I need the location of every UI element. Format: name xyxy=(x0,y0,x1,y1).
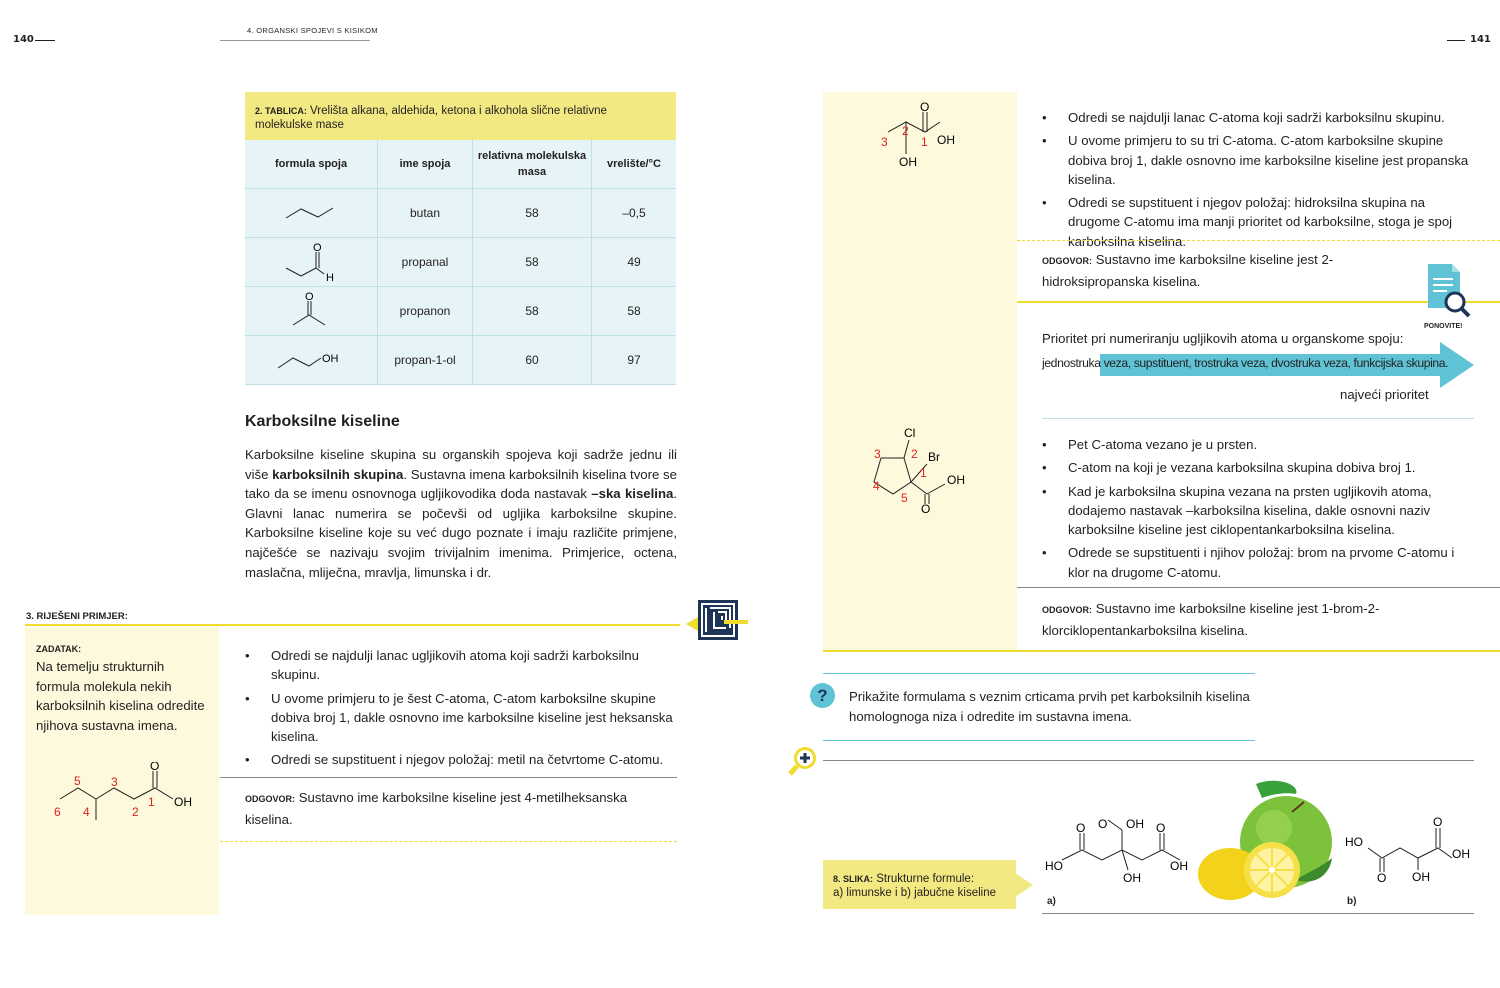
question-top-rule xyxy=(823,673,1255,674)
ex2-steps xyxy=(1042,435,1478,586)
hydroxyl-label: OH xyxy=(899,155,917,169)
cyclopentane-acid-structure xyxy=(865,424,975,519)
hydroxyl-label: OH xyxy=(1452,847,1470,861)
priority-bottom: najveći prioritet xyxy=(1340,387,1429,402)
task-label: ZADATAK: xyxy=(36,644,82,654)
figure-top-rule xyxy=(823,760,1474,761)
document-search-icon xyxy=(1422,262,1474,320)
col-header-formula: formula spoja xyxy=(245,140,378,189)
dashed-divider xyxy=(1017,240,1500,241)
hydroxyl-label: OH xyxy=(1123,871,1141,885)
figure-b-label: b) xyxy=(1347,896,1357,907)
hydroxyl-label: OH xyxy=(1170,859,1188,873)
carbon-number: 5 xyxy=(74,774,81,788)
answer-text: Sustavno ime karboksilne kiseline jest 1-brom-2-klorciklopentankarboksilna kiselina. xyxy=(1042,601,1380,638)
question-text: Prikažite formulama s veznim crticama prvih pet karboksilnih kiselina homolognoga niza i odredite im sustavna imena. xyxy=(849,689,1250,724)
list-item: • Odredi se najdulji lanac ugljikovih atoma koji sadrži karboksilnu skupinu. xyxy=(245,646,677,685)
maze-icon xyxy=(684,598,750,644)
name-cell: propan-1-ol xyxy=(378,336,473,385)
list-item: • Kad je karboksilna skupina vezana na prsten ugljikovih atoma, dodajemo nastavak –karboksilna kiselina, dakle osnovni naziv karboksilne kiseline jest ciklopentankarboksilna kiselina. xyxy=(1042,482,1478,540)
carbon-number: 1 xyxy=(921,135,928,149)
carbon-number: 3 xyxy=(881,135,888,149)
paragraph-part: . Glavni lanac numerira se počevši od ugljika karboksilne skupine. Karboksilne kiseline koje su već dugo poznate i imaju različite primjene, najčešće se nazivaju svojim trivijalnim imenima. Primjerice, octena, maslačna, mliječna, mravlja, limunska i dr. xyxy=(245,486,678,580)
bp-cell: 58 xyxy=(592,287,677,336)
example-steps xyxy=(245,646,677,774)
header-rule-left xyxy=(35,40,55,41)
table-header-row xyxy=(245,140,676,189)
name-cell: butan xyxy=(378,189,473,238)
hydrogen-atom-label: H xyxy=(326,271,334,282)
zoom-plus-icon xyxy=(786,744,820,778)
answer-divider xyxy=(1017,587,1500,588)
answer-text: Sustavno ime karboksilne kiseline jest 4-metilheksanska kiselina. xyxy=(245,790,628,827)
paragraph-bold: karboksilnih skupina xyxy=(272,466,404,482)
answer-text: Sustavno ime karboksilne kiseline jest 2-hidroksipropanska kiselina. xyxy=(1042,252,1334,289)
carbon-number: 1 xyxy=(920,466,927,480)
hydroxyl-label: OH xyxy=(1126,817,1144,831)
ex1-steps xyxy=(1042,108,1478,255)
table-row xyxy=(245,287,676,336)
figure-a-label: a) xyxy=(1047,896,1056,907)
ex2-answer xyxy=(1042,599,1442,640)
answer-label: ODGOVOR: xyxy=(1042,605,1093,615)
lemon-lime-image xyxy=(1196,778,1336,908)
header-rule-right xyxy=(1447,40,1465,41)
table-label: 2. TABLICA: xyxy=(255,106,307,116)
paragraph-bold: –ska kiselina xyxy=(591,486,674,502)
formula-cell xyxy=(245,238,378,287)
question-icon: ? xyxy=(810,683,835,708)
table-caption-text: Vrelišta alkana, aldehida, ketona i alkohola slične relativne molekulske mase xyxy=(255,105,607,131)
col-header-name: ime spoja xyxy=(378,140,473,189)
boiling-point-table xyxy=(245,140,676,385)
list-item: • Odrede se supstituenti i njihov položaj: brom na prvome C-atomu i klor na drugome C-atomu. xyxy=(1042,543,1478,582)
hydroxyl-label: OH xyxy=(937,133,955,147)
figure-caption-line: a) limunske i b) jabučne kiseline xyxy=(833,887,996,899)
mass-cell: 60 xyxy=(473,336,592,385)
oxygen-atom-label: O xyxy=(1098,817,1108,831)
carbon-number: 2 xyxy=(911,447,918,461)
hydroxyl-label: OH xyxy=(322,352,339,365)
chapter-rule xyxy=(220,40,370,41)
example-answer xyxy=(245,788,675,829)
malic-acid-structure xyxy=(1342,812,1482,887)
list-item: • Odredi se najdulji lanac C-atoma koji sadrži karboksilnu skupinu. xyxy=(1042,108,1478,127)
example-label: 3. RIJEŠENI PRIMJER: xyxy=(26,611,128,622)
chapter-title: 4. ORGANSKI SPOJEVI S KISIKOM xyxy=(247,26,378,35)
oxygen-atom-label: O xyxy=(1433,815,1443,829)
list-item: • U ovome primjeru to je šest C-atoma, C-atom karboksilne skupine dobiva broj 1, dakle osnovno ime karboksilne kiseline jest heksanska kiselina. xyxy=(245,689,677,747)
propanal-structure xyxy=(276,240,346,282)
paragraph-part: Karboksilne kiseline skupina su organskih spojeva koji sadrže jednu ili više xyxy=(245,447,677,482)
hydroxyl-label: OH xyxy=(174,795,192,809)
bp-cell: –0,5 xyxy=(592,189,677,238)
list-item: • C-atom na koji je vezana karboksilna skupina dobiva broj 1. xyxy=(1042,458,1478,477)
carbon-number: 6 xyxy=(54,805,61,819)
left-page-number: 140 xyxy=(13,34,34,45)
list-item: • Odredi se supstituent i njegov položaj: hidroksilna skupina na drugome C-atomu ima manji prioritet od karboksilne, stoga je spoj karboksilna kiselina. xyxy=(1042,193,1478,251)
priority-arrow-text: jednostruka veza, supstituent, trostruka veza, dvostruka veza, funkcijska skupina. xyxy=(1042,356,1449,370)
citric-acid-structure xyxy=(1042,808,1192,888)
bp-cell: 97 xyxy=(592,336,677,385)
hydroxyl-label: OH xyxy=(1412,870,1430,884)
list-item: • Odredi se supstituent i njegov položaj: metil na četvrtome C-atomu. xyxy=(245,750,677,769)
answer-label: ODGOVOR: xyxy=(245,794,296,804)
task-box xyxy=(25,627,219,915)
table-caption xyxy=(245,92,676,132)
answer-divider xyxy=(220,777,677,778)
repeat-label: PONOVITE! xyxy=(1424,323,1463,330)
hydroxypropanoic-acid-structure xyxy=(870,98,970,173)
paragraph-part: . Sustavna imena karboksilnih kiselina tvore se tako da se imenu osnovnoga ugljikovodika doda nastavak xyxy=(245,466,677,502)
butane-structure xyxy=(281,200,341,224)
right-page-number: 141 xyxy=(1470,34,1491,45)
oxygen-atom-label: O xyxy=(920,100,930,114)
figure-caption-line: Strukturne formule: xyxy=(876,873,975,885)
hydroxyl-label: HO xyxy=(1045,859,1063,873)
question-bottom-rule xyxy=(823,740,1255,741)
caption-pointer xyxy=(1015,873,1035,897)
name-cell: propanon xyxy=(378,287,473,336)
carbon-number: 1 xyxy=(148,795,155,809)
carbon-number: 4 xyxy=(873,479,880,493)
molecule-column xyxy=(823,92,1017,652)
carbon-number: 3 xyxy=(874,447,881,461)
chlorine-atom-label: Cl xyxy=(904,426,916,440)
formula-cell xyxy=(245,287,378,336)
oxygen-atom-label: O xyxy=(1076,821,1086,835)
figure-caption-box xyxy=(823,860,1016,909)
mass-cell: 58 xyxy=(473,238,592,287)
dashed-divider xyxy=(220,841,677,842)
oxygen-atom-label: O xyxy=(305,290,314,303)
table-row xyxy=(245,189,676,238)
example-rule xyxy=(25,624,680,626)
yellow-rule xyxy=(823,650,1500,652)
ex1-answer xyxy=(1042,250,1422,291)
col-header-bp: vrelište/°C xyxy=(592,140,677,189)
table-row xyxy=(245,336,676,385)
carbon-number: 4 xyxy=(83,805,90,819)
formula-cell xyxy=(245,336,378,385)
methylhexanoic-acid-structure xyxy=(50,762,220,832)
oxygen-atom-label: O xyxy=(150,762,160,773)
bp-cell: 49 xyxy=(592,238,677,287)
carbon-number: 2 xyxy=(902,124,909,138)
hydroxyl-label: HO xyxy=(1345,835,1363,849)
oxygen-atom-label: O xyxy=(1156,821,1166,835)
list-item: • Pet C-atoma vezano je u prsten. xyxy=(1042,435,1478,454)
propanone-structure xyxy=(281,289,341,331)
section-paragraph xyxy=(245,445,677,582)
figure-label: 8. SLIKA: xyxy=(833,874,874,884)
list-item: • U ovome primjeru to su tri C-atoma. C-atom karboksilne skupine dobiva broj 1, dakle osnovno ime karboksilne kiseline jest propanska kiselina. xyxy=(1042,131,1478,189)
bromine-atom-label: Br xyxy=(928,450,940,464)
mass-cell: 58 xyxy=(473,287,592,336)
oxygen-atom-label: O xyxy=(1377,871,1387,885)
task-text: Na temelju strukturnih formula molekula nekih karboksilnih kiselina odredite njihova sustavna imena. xyxy=(36,659,205,733)
name-cell: propanal xyxy=(378,238,473,287)
teal-divider xyxy=(1042,418,1474,419)
carbon-number: 2 xyxy=(132,805,139,819)
section-title: Karboksilne kiseline xyxy=(245,413,400,430)
answer-label: ODGOVOR: xyxy=(1042,256,1093,266)
carbon-number: 3 xyxy=(111,775,118,789)
hydroxyl-label: OH xyxy=(947,473,965,487)
priority-title: Prioritet pri numeriranju ugljikovih atoma u organskome spoju: xyxy=(1042,331,1404,346)
carbon-number: 5 xyxy=(901,491,908,505)
mass-cell: 58 xyxy=(473,189,592,238)
formula-cell xyxy=(245,189,378,238)
table-caption-box xyxy=(245,92,676,140)
propanol-structure xyxy=(273,344,349,374)
oxygen-atom-label: O xyxy=(921,502,931,516)
oxygen-atom-label: O xyxy=(313,241,322,254)
col-header-mass: relativna molekulska masa xyxy=(473,140,592,189)
figure-bottom-rule xyxy=(1042,913,1474,914)
table-row xyxy=(245,238,676,287)
